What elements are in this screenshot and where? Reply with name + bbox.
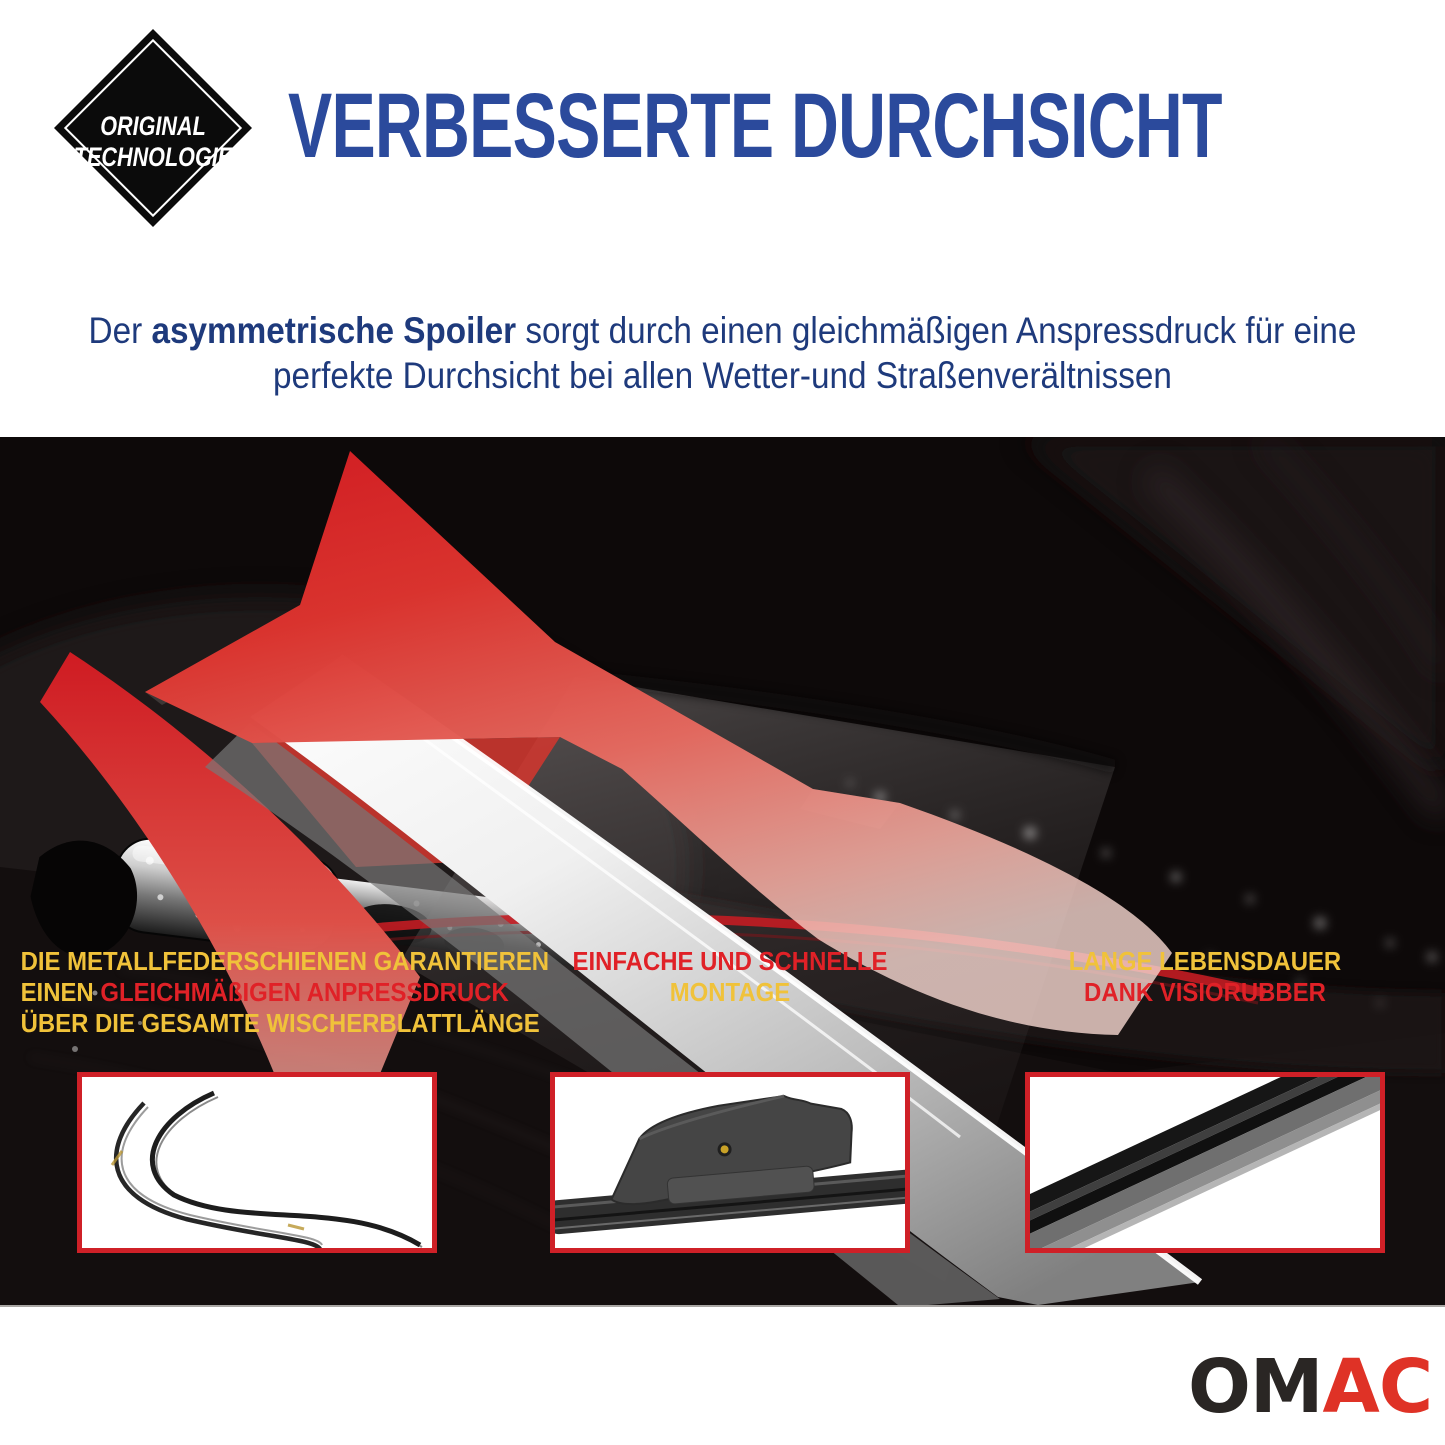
feature-text-highlight: DANK VISIORUBBER — [1084, 977, 1326, 1007]
rubber-blade-image — [1025, 1072, 1385, 1253]
badge-line-1: ORIGINAL — [100, 111, 206, 141]
page-title: VERBESSERTE DURCHSICHT — [288, 75, 1222, 177]
intro-line1-bold: asymmetrische Spoiler — [151, 310, 517, 351]
feature-text: LANGE LEBENSDAUER — [1068, 946, 1342, 976]
feature-line — [20, 946, 550, 977]
badge-line-2: TECHNOLOGIE — [73, 142, 233, 172]
rubber-blade-illustration — [1030, 1077, 1380, 1248]
feature-line — [1035, 977, 1375, 1008]
badge-text — [73, 111, 233, 173]
feature-line — [20, 977, 509, 1008]
feature-line — [560, 977, 900, 1008]
metal-rails-illustration — [82, 1077, 432, 1248]
feature-text: DIE METALLFEDERSCHIENEN GARANTIEREN — [20, 946, 550, 976]
logo-text-ac: AC — [1322, 1344, 1433, 1430]
feature-line — [560, 946, 900, 977]
feature-column-metal-rails — [20, 946, 550, 1039]
feature-text-highlight: GLEICHMÄßIGEN ANPRESSDRUCK — [100, 977, 509, 1007]
feature-text: EINEN — [20, 977, 101, 1007]
wiper-adapter-illustration — [555, 1077, 905, 1248]
wiper-adapter-image — [550, 1072, 910, 1253]
intro-line-1 — [72, 308, 1373, 353]
original-technologie-badge — [53, 25, 253, 240]
feature-text: ÜBER DIE GESAMTE WISCHERBLATTLÄNGE — [20, 1008, 540, 1038]
intro-line1-pre: Der — [88, 310, 152, 351]
feature-line — [1035, 946, 1375, 977]
intro-text — [72, 308, 1373, 398]
feature-column-montage — [560, 946, 900, 1008]
metal-rails-image — [77, 1072, 437, 1253]
intro-line-2: perfekte Durchsicht bei allen Wetter-und Straßenverältnissen — [273, 355, 1172, 396]
hero-image — [0, 437, 1445, 1307]
intro-line1-rest: sorgt durch einen gleichmäßigen Anspressdruck für eine — [516, 310, 1357, 351]
feature-line — [20, 1008, 540, 1039]
feature-text-highlight: EINFACHE UND SCHNELLE — [572, 946, 888, 976]
feature-text: MONTAGE — [669, 977, 791, 1007]
feature-column-visiorubber — [1035, 946, 1375, 1008]
omac-logo — [1188, 1344, 1433, 1430]
logo-text-om: OM — [1188, 1344, 1323, 1430]
